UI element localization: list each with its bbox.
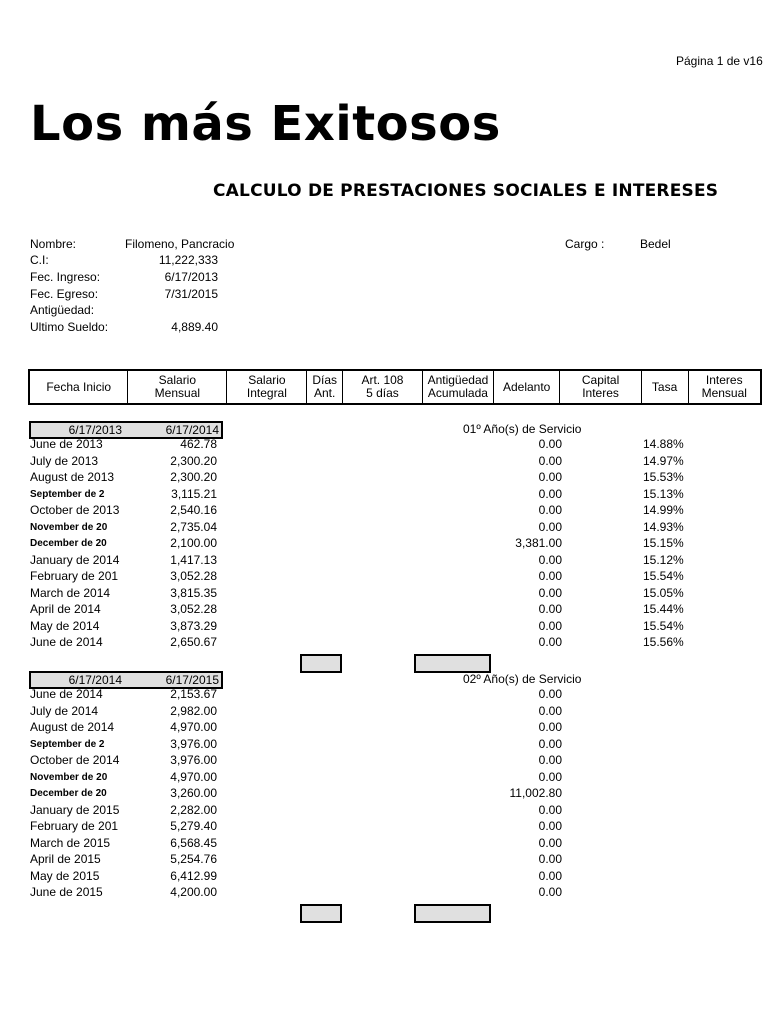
cargo-value: Bedel bbox=[640, 237, 671, 251]
month-cell: June de 2015 bbox=[30, 885, 103, 899]
month-cell: August de 2013 bbox=[30, 470, 115, 484]
column-header-row bbox=[29, 370, 761, 404]
month-cell: December de 20 bbox=[30, 788, 107, 799]
month-cell: January de 2014 bbox=[30, 552, 120, 567]
page-number: Página 1 de v16 bbox=[676, 54, 763, 68]
month-cell: October de 2013 bbox=[30, 503, 120, 517]
ingreso-label: Fec. Ingreso: bbox=[30, 270, 101, 284]
table-row bbox=[0, 553, 768, 569]
month-cell: May de 2014 bbox=[30, 618, 100, 633]
column-header bbox=[307, 370, 342, 404]
table-row bbox=[0, 852, 768, 868]
column-header bbox=[342, 370, 422, 404]
advance-cell: 0.00 bbox=[538, 618, 562, 633]
advance-cell: 0.00 bbox=[538, 635, 562, 649]
month-cell: June de 2014 bbox=[30, 687, 103, 701]
advance-cell: 0.00 bbox=[538, 753, 562, 767]
ci-label: C.I: bbox=[30, 253, 49, 267]
salary-cell: 6,568.45 bbox=[170, 835, 217, 850]
nombre-label: Nombre: bbox=[30, 237, 77, 251]
column-header-table bbox=[28, 369, 762, 405]
egreso-value: 7/31/2015 bbox=[164, 287, 218, 301]
month-cell: November de 20 bbox=[30, 521, 108, 533]
column-header bbox=[641, 370, 688, 404]
advance-cell: 0.00 bbox=[538, 602, 562, 616]
table-row bbox=[0, 569, 768, 585]
advance-cell: 0.00 bbox=[538, 868, 562, 883]
advance-cell: 0.00 bbox=[538, 486, 562, 501]
salary-cell: 3,260.00 bbox=[170, 786, 217, 800]
column-header-line1: Salario bbox=[248, 373, 286, 387]
column-header-line2: Acumulada bbox=[427, 386, 488, 400]
salary-cell: 6,412.99 bbox=[170, 868, 217, 883]
salary-cell: 3,976.00 bbox=[170, 753, 217, 767]
period-end: 6/17/2015 bbox=[165, 673, 219, 687]
salary-cell: 4,200.00 bbox=[170, 885, 217, 899]
table-row bbox=[0, 487, 768, 503]
subtotal-box-dias bbox=[300, 904, 342, 923]
month-cell: September de 2 bbox=[30, 488, 105, 500]
month-cell: October de 2014 bbox=[30, 753, 120, 767]
column-header bbox=[688, 370, 761, 404]
table-row bbox=[0, 619, 768, 635]
antiguedad-label: Antigüedad: bbox=[30, 303, 95, 317]
table-row bbox=[0, 836, 768, 852]
advance-cell: 0.00 bbox=[538, 852, 562, 866]
rate-cell: 15.13% bbox=[643, 486, 684, 501]
ingreso-value: 6/17/2013 bbox=[164, 270, 218, 284]
table-row bbox=[0, 737, 768, 753]
salary-cell: 3,873.29 bbox=[170, 618, 217, 633]
advance-cell: 0.00 bbox=[538, 802, 562, 817]
table-row bbox=[0, 586, 768, 602]
column-header-line2: Interes bbox=[582, 386, 619, 400]
column-header bbox=[560, 370, 641, 404]
column-header-line1: Salario bbox=[158, 373, 197, 387]
column-header-line1: Adelanto bbox=[502, 379, 551, 394]
column-header-line2: Mensual bbox=[701, 386, 747, 400]
table-row bbox=[0, 753, 768, 769]
advance-cell: 3,381.00 bbox=[515, 536, 562, 550]
month-cell: April de 2014 bbox=[30, 602, 101, 616]
salary-cell: 5,254.76 bbox=[170, 852, 217, 866]
table-row bbox=[0, 454, 768, 470]
advance-cell: 11,002.80 bbox=[509, 786, 562, 800]
month-cell: December de 20 bbox=[30, 538, 107, 549]
column-header bbox=[493, 370, 560, 404]
column-header-line2: Integral bbox=[246, 386, 287, 400]
rate-cell: 15.54% bbox=[643, 618, 684, 633]
advance-cell: 0.00 bbox=[538, 569, 562, 583]
salary-cell: 3,976.00 bbox=[170, 736, 217, 751]
table-row bbox=[0, 520, 768, 536]
month-cell: January de 2015 bbox=[30, 802, 120, 817]
advance-cell: 0.00 bbox=[538, 885, 562, 899]
advance-cell: 0.00 bbox=[538, 470, 562, 484]
advance-cell: 0.00 bbox=[538, 585, 562, 600]
advance-cell: 0.00 bbox=[538, 736, 562, 751]
rate-cell: 15.12% bbox=[643, 552, 684, 567]
sueldo-label: Ultimo Sueldo: bbox=[30, 320, 109, 334]
salary-cell: 3,115.21 bbox=[171, 486, 217, 501]
table-row bbox=[0, 803, 768, 819]
month-cell: May de 2015 bbox=[30, 868, 100, 883]
service-year-label: 02º Año(s) de Servicio bbox=[463, 672, 582, 686]
month-cell: February de 201 bbox=[30, 569, 119, 583]
table-row bbox=[0, 770, 768, 786]
month-cell: February de 201 bbox=[30, 819, 119, 833]
rate-cell: 15.53% bbox=[643, 470, 684, 484]
salary-cell: 3,052.28 bbox=[170, 602, 217, 616]
table-row bbox=[0, 635, 768, 651]
column-header-line2: Ant. bbox=[314, 386, 336, 400]
column-header bbox=[128, 370, 227, 404]
table-row bbox=[0, 536, 768, 552]
service-year-label: 01º Año(s) de Servicio bbox=[463, 422, 582, 436]
table-row bbox=[0, 503, 768, 519]
table-row bbox=[0, 704, 768, 720]
salary-cell: 1,417.13 bbox=[170, 552, 217, 567]
rate-cell: 14.93% bbox=[643, 519, 684, 534]
month-cell: March de 2014 bbox=[30, 585, 111, 600]
advance-cell: 0.00 bbox=[538, 519, 562, 534]
rate-cell: 14.97% bbox=[643, 453, 684, 468]
rate-cell: 15.54% bbox=[643, 569, 684, 583]
table-row bbox=[0, 687, 768, 703]
table-row bbox=[0, 720, 768, 736]
salary-cell: 2,153.67 bbox=[170, 687, 217, 701]
table-row bbox=[0, 602, 768, 618]
period-end: 6/17/2014 bbox=[165, 423, 219, 437]
column-header-line1: Capital bbox=[581, 373, 620, 387]
column-header bbox=[227, 370, 307, 404]
salary-cell: 462.78 bbox=[180, 437, 217, 451]
table-row bbox=[0, 885, 768, 901]
salary-cell: 2,735.04 bbox=[170, 519, 217, 534]
subtotal-box-antiguedad bbox=[414, 654, 491, 673]
advance-cell: 0.00 bbox=[538, 720, 562, 734]
advance-cell: 0.00 bbox=[538, 503, 562, 517]
salary-cell: 2,300.20 bbox=[170, 453, 217, 468]
rate-cell: 15.05% bbox=[643, 585, 684, 600]
salary-cell: 2,540.16 bbox=[170, 503, 217, 517]
column-header-line1: Tasa bbox=[651, 379, 678, 394]
table-row bbox=[0, 437, 768, 453]
table-row bbox=[0, 470, 768, 486]
rate-cell: 14.99% bbox=[643, 503, 684, 517]
advance-cell: 0.00 bbox=[538, 769, 562, 784]
sueldo-value: 4,889.40 bbox=[171, 320, 218, 334]
company-name: Los más Exitosos bbox=[30, 96, 501, 152]
month-cell: November de 20 bbox=[30, 771, 108, 783]
subtotal-box-dias bbox=[300, 654, 342, 673]
advance-cell: 0.00 bbox=[538, 687, 562, 701]
salary-cell: 3,052.28 bbox=[170, 569, 217, 583]
report-title: CALCULO DE PRESTACIONES SOCIALES E INTERESES bbox=[213, 181, 719, 201]
rate-cell: 15.15% bbox=[643, 536, 684, 550]
month-cell: April de 2015 bbox=[30, 852, 101, 866]
salary-cell: 4,970.00 bbox=[170, 720, 217, 734]
table-row bbox=[0, 869, 768, 885]
salary-cell: 3,815.35 bbox=[170, 585, 217, 600]
column-header bbox=[423, 370, 494, 404]
table-row bbox=[0, 819, 768, 835]
month-cell: August de 2014 bbox=[30, 720, 115, 734]
salary-cell: 5,279.40 bbox=[170, 819, 217, 833]
rate-cell: 15.44% bbox=[643, 602, 684, 616]
column-header-line2: Mensual bbox=[154, 386, 201, 400]
month-cell: September de 2 bbox=[30, 738, 105, 750]
advance-cell: 0.00 bbox=[538, 437, 562, 451]
egreso-label: Fec. Egreso: bbox=[30, 287, 99, 301]
month-cell: July de 2013 bbox=[30, 453, 99, 468]
salary-cell: 2,282.00 bbox=[170, 802, 217, 817]
month-cell: June de 2013 bbox=[30, 437, 103, 451]
table-row bbox=[0, 786, 768, 802]
month-cell: March de 2015 bbox=[30, 835, 111, 850]
salary-cell: 2,100.00 bbox=[170, 536, 217, 550]
rate-cell: 14.88% bbox=[643, 437, 684, 451]
rate-cell: 15.56% bbox=[643, 635, 684, 649]
column-header-line2: 5 días bbox=[366, 386, 399, 400]
column-header-line1: Art. 108 bbox=[361, 373, 404, 387]
advance-cell: 0.00 bbox=[538, 703, 562, 718]
ci-value: 11,222,333 bbox=[158, 253, 218, 267]
salary-cell: 2,300.20 bbox=[170, 470, 217, 484]
column-header-line1: Interes bbox=[705, 373, 743, 387]
subtotal-box-antiguedad bbox=[414, 904, 491, 923]
column-header bbox=[29, 370, 128, 404]
salary-cell: 2,982.00 bbox=[170, 703, 217, 718]
nombre-value: Filomeno, Pancracio bbox=[125, 237, 235, 251]
month-cell: June de 2014 bbox=[30, 635, 103, 649]
salary-cell: 4,970.00 bbox=[170, 769, 217, 784]
column-header-line1: Fecha Inicio bbox=[46, 379, 112, 394]
advance-cell: 0.00 bbox=[538, 819, 562, 833]
period-start: 6/17/2014 bbox=[68, 673, 122, 687]
cargo-label: Cargo : bbox=[565, 237, 605, 251]
advance-cell: 0.00 bbox=[538, 453, 562, 468]
advance-cell: 0.00 bbox=[538, 835, 562, 850]
column-header-line1: Días bbox=[312, 373, 338, 387]
column-header-line1: Antigüedad bbox=[427, 373, 489, 387]
advance-cell: 0.00 bbox=[538, 552, 562, 567]
period-start: 6/17/2013 bbox=[68, 423, 122, 437]
month-cell: July de 2014 bbox=[30, 703, 99, 718]
salary-cell: 2,650.67 bbox=[170, 635, 217, 649]
